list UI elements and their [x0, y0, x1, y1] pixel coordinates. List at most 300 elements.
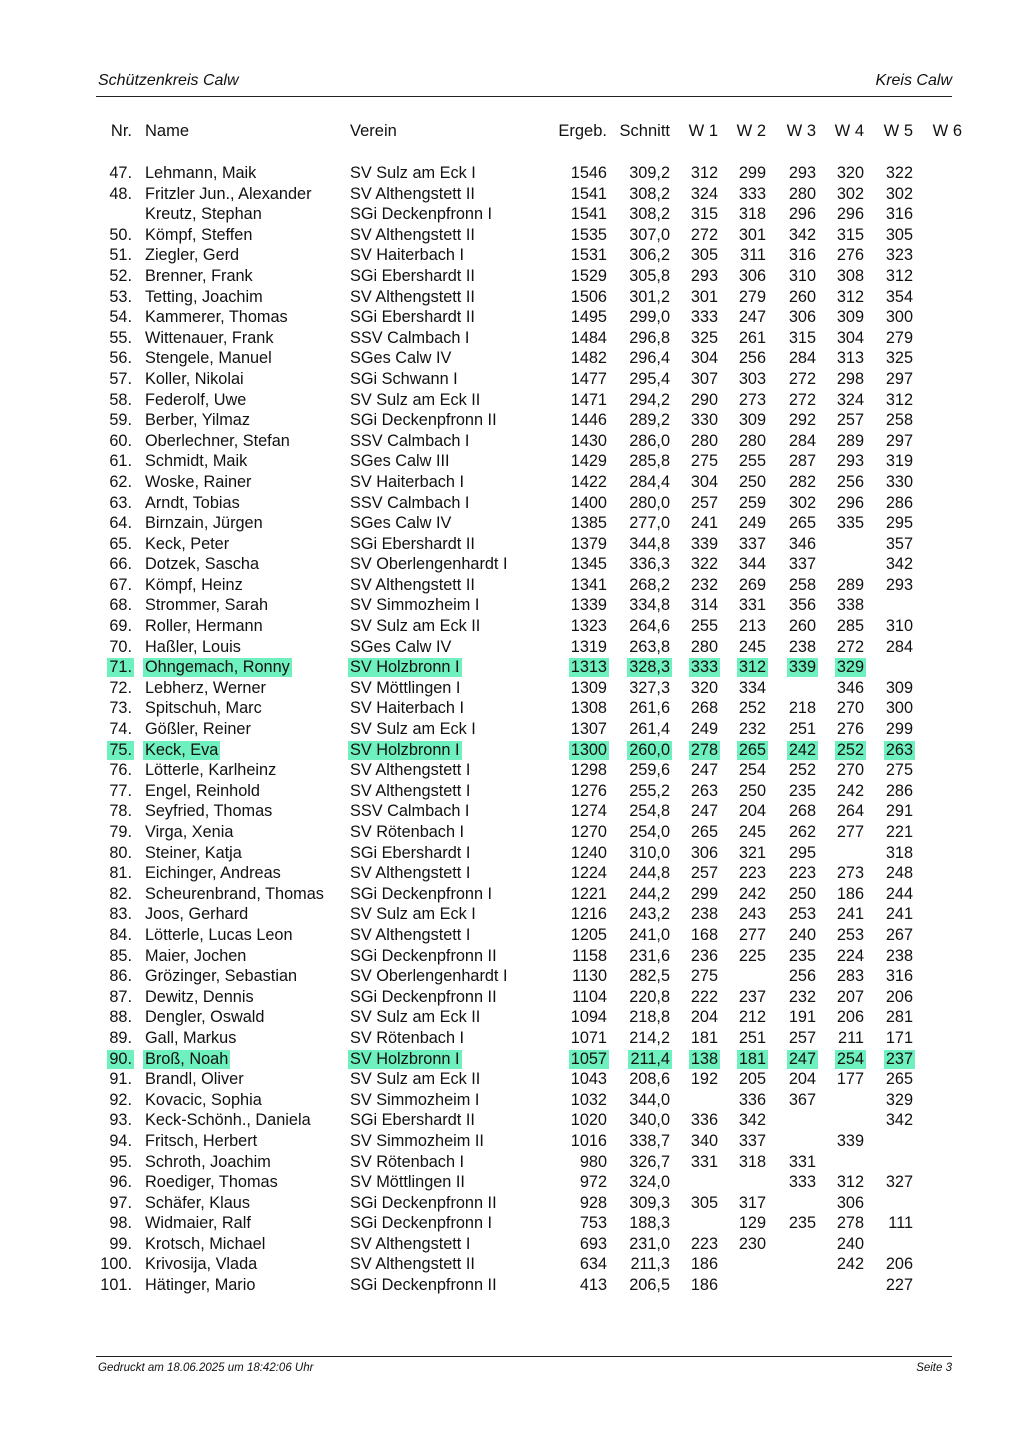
cell-w1: 330 — [690, 411, 718, 430]
cell-nr: 71. — [109, 658, 132, 677]
table-row — [0, 946, 1024, 967]
cell-w2: 237 — [738, 987, 766, 1006]
cell-w2: 277 — [738, 925, 766, 944]
cell-nr: 73. — [109, 699, 132, 718]
cell-w2: 250 — [738, 472, 766, 491]
cell-w4: 276 — [836, 246, 864, 265]
cell-club: SV Althengstett I — [350, 781, 471, 800]
cell-w2: 306 — [738, 266, 766, 285]
cell-erg: 1240 — [570, 843, 607, 862]
cell-nr: 65. — [109, 534, 132, 553]
cell-w3: 251 — [788, 720, 816, 739]
cell-w5: 309 — [885, 678, 913, 697]
table-row — [0, 822, 1024, 843]
cell-w2: 318 — [738, 205, 766, 224]
cell-erg: 1307 — [570, 720, 607, 739]
cell-w1: 325 — [690, 328, 718, 347]
table-row — [0, 616, 1024, 637]
cell-schnitt: 296,4 — [629, 349, 670, 368]
cell-nr: 54. — [109, 308, 132, 327]
cell-nr: 66. — [109, 555, 132, 574]
cell-w4: 335 — [836, 514, 864, 533]
table-row — [0, 1234, 1024, 1255]
cell-nr: 97. — [109, 1193, 132, 1212]
cell-w3: 238 — [788, 637, 816, 656]
cell-club: SV Althengstett I — [350, 1234, 471, 1253]
cell-w1: 324 — [690, 184, 718, 203]
cell-w2: 265 — [738, 740, 766, 759]
cell-w5: 227 — [885, 1276, 913, 1295]
cell-name: Ohngemach, Ronny — [145, 658, 290, 677]
cell-w1: 315 — [690, 205, 718, 224]
table-row — [0, 390, 1024, 411]
cell-club: SV Sulz am Eck II — [350, 390, 481, 409]
cell-schnitt: 263,8 — [629, 637, 670, 656]
cell-w3: 191 — [788, 1008, 816, 1027]
cell-w2: 204 — [738, 802, 766, 821]
cell-w5: 299 — [885, 720, 913, 739]
table-row — [0, 1213, 1024, 1234]
cell-w1: 305 — [690, 246, 718, 265]
cell-w2: 312 — [738, 658, 766, 677]
cell-erg: 1043 — [570, 1070, 607, 1089]
table-row — [0, 225, 1024, 246]
cell-w3: 339 — [788, 658, 816, 677]
cell-erg: 1300 — [570, 740, 607, 759]
col-club: Verein — [350, 122, 397, 140]
cell-club: SGi Deckenpfronn II — [350, 987, 497, 1006]
cell-nr: 55. — [109, 328, 132, 347]
cell-w3: 280 — [788, 184, 816, 203]
cell-nr: 100. — [100, 1255, 132, 1274]
table-row — [0, 1131, 1024, 1152]
cell-w1: 322 — [690, 555, 718, 574]
cell-w3: 242 — [788, 740, 816, 759]
cell-w4: 273 — [836, 864, 864, 883]
cell-erg: 1541 — [570, 184, 607, 203]
cell-schnitt: 214,2 — [629, 1028, 670, 1047]
cell-w3: 356 — [788, 596, 816, 615]
cell-name: Seyfried, Thomas — [145, 802, 273, 821]
header-divider — [96, 96, 952, 97]
cell-w4: 302 — [836, 184, 864, 203]
cell-nr: 64. — [109, 514, 132, 533]
cell-w2: 273 — [738, 390, 766, 409]
cell-name: Roller, Hermann — [145, 617, 263, 636]
cell-w1: 306 — [690, 843, 718, 862]
cell-w3: 302 — [788, 493, 816, 512]
cell-club: SV Simmozheim I — [350, 596, 480, 615]
cell-w3: 260 — [788, 287, 816, 306]
cell-w2: 269 — [738, 575, 766, 594]
cell-w3: 265 — [788, 514, 816, 533]
cell-schnitt: 285,8 — [629, 452, 670, 471]
cell-w4: 289 — [836, 575, 864, 594]
cell-schnitt: 220,8 — [629, 987, 670, 1006]
cell-w3: 295 — [788, 843, 816, 862]
cell-club: SSV Calmbach I — [350, 802, 470, 821]
cell-w4: 241 — [836, 905, 864, 924]
cell-name: Berber, Yilmaz — [145, 411, 250, 430]
cell-club: SV Althengstett II — [350, 184, 475, 203]
cell-w2: 280 — [738, 431, 766, 450]
cell-name: Lebherz, Werner — [145, 678, 266, 697]
cell-w2: 337 — [738, 1131, 766, 1150]
cell-nr: 72. — [109, 678, 132, 697]
cell-w2: 242 — [738, 884, 766, 903]
cell-nr: 98. — [109, 1214, 132, 1233]
cell-w1: 236 — [690, 946, 718, 965]
cell-erg: 1422 — [570, 472, 607, 491]
cell-name: Ziegler, Gerd — [145, 246, 240, 265]
cell-schnitt: 244,8 — [629, 864, 670, 883]
table-row — [0, 575, 1024, 596]
cell-w1: 192 — [690, 1070, 718, 1089]
table-row — [0, 1090, 1024, 1111]
cell-schnitt: 296,8 — [629, 328, 670, 347]
cell-schnitt: 243,2 — [629, 905, 670, 924]
cell-w1: 204 — [690, 1008, 718, 1027]
cell-w5: 111 — [888, 1214, 913, 1233]
cell-erg: 1308 — [570, 699, 607, 718]
col-w2: W 2 — [736, 122, 766, 140]
cell-nr: 80. — [109, 843, 132, 862]
cell-erg: 1057 — [570, 1049, 607, 1068]
cell-w5: 329 — [885, 1090, 913, 1109]
cell-w3: 260 — [788, 617, 816, 636]
cell-schnitt: 338,7 — [629, 1131, 670, 1150]
cell-club: SGes Calw IV — [350, 514, 452, 533]
cell-w5: 354 — [885, 287, 913, 306]
cell-w3: 252 — [788, 761, 816, 780]
col-w6: W 6 — [932, 122, 962, 140]
cell-w5: 281 — [885, 1008, 913, 1027]
cell-w4: 211 — [838, 1028, 864, 1047]
cell-nr: 69. — [109, 617, 132, 636]
table-row — [0, 410, 1024, 431]
table-row — [0, 863, 1024, 884]
table-row — [0, 163, 1024, 184]
cell-erg: 1345 — [570, 555, 607, 574]
cell-w3: 293 — [788, 164, 816, 182]
column-header — [0, 122, 1024, 144]
cell-w5: 237 — [885, 1049, 913, 1068]
cell-erg: 1471 — [570, 390, 607, 409]
cell-club: SV Möttlingen II — [350, 1173, 465, 1192]
cell-club: SV Sulz am Eck II — [350, 1008, 481, 1027]
table-row — [0, 493, 1024, 514]
cell-erg: 1495 — [570, 308, 607, 327]
cell-erg: 980 — [579, 1152, 607, 1171]
cell-nr: 67. — [109, 575, 132, 594]
cell-w3: 235 — [788, 946, 816, 965]
cell-erg: 1535 — [570, 225, 607, 244]
header-left: Schützenkreis Calw — [98, 72, 239, 89]
table-row — [0, 287, 1024, 308]
cell-w1: 257 — [690, 864, 718, 883]
cell-nr: 76. — [109, 761, 132, 780]
cell-schnitt: 188,3 — [629, 1214, 670, 1233]
cell-name: Kömpf, Heinz — [145, 575, 243, 594]
cell-w1: 280 — [690, 637, 718, 656]
cell-club: SGes Calw III — [350, 452, 450, 471]
cell-schnitt: 231,6 — [629, 946, 670, 965]
cell-erg: 1094 — [570, 1008, 607, 1027]
cell-schnitt: 286,0 — [629, 431, 670, 450]
cell-club: SV Althengstett II — [350, 1255, 475, 1274]
cell-schnitt: 328,3 — [629, 658, 670, 677]
cell-w3: 287 — [788, 452, 816, 471]
cell-w3: 346 — [788, 534, 816, 553]
cell-w2: 255 — [738, 452, 766, 471]
col-nr: Nr. — [110, 122, 132, 140]
cell-nr: 83. — [109, 905, 132, 924]
cell-nr: 62. — [109, 472, 132, 491]
cell-w5: 286 — [885, 493, 913, 512]
cell-w5: 312 — [885, 266, 913, 285]
cell-erg: 1216 — [570, 905, 607, 924]
cell-name: Tetting, Joachim — [145, 287, 263, 306]
cell-w3: 292 — [788, 411, 816, 430]
cell-name: Wittenauer, Frank — [145, 328, 274, 347]
cell-name: Maier, Jochen — [145, 946, 247, 965]
cell-w3: 310 — [788, 266, 816, 285]
col-schnitt: Schnitt — [619, 122, 670, 140]
cell-erg: 1341 — [570, 575, 607, 594]
cell-schnitt: 244,2 — [629, 884, 670, 903]
cell-erg: 1385 — [570, 514, 607, 533]
cell-w5: 279 — [885, 328, 913, 347]
cell-w3: 218 — [788, 699, 816, 718]
cell-w4: 312 — [836, 1173, 864, 1192]
cell-nr: 86. — [109, 967, 132, 986]
table-row — [0, 348, 1024, 369]
cell-w2: 336 — [738, 1090, 766, 1109]
cell-w1: 304 — [690, 472, 718, 491]
table-row — [0, 884, 1024, 905]
cell-w1: 333 — [690, 308, 718, 327]
cell-erg: 1020 — [570, 1111, 607, 1130]
cell-name: Krivosija, Vlada — [145, 1255, 258, 1274]
cell-w1: 263 — [690, 781, 718, 800]
col-w4: W 4 — [834, 122, 864, 140]
cell-w3: 331 — [788, 1152, 816, 1171]
cell-w1: 238 — [690, 905, 718, 924]
cell-w4: 224 — [836, 946, 864, 965]
cell-erg: 1016 — [570, 1131, 607, 1150]
cell-w4: 277 — [836, 823, 864, 841]
col-erg: Ergeb. — [558, 122, 607, 140]
cell-club: SV Holzbronn I — [350, 658, 460, 677]
cell-w1: 181 — [690, 1028, 718, 1047]
cell-club: SGi Ebershardt II — [350, 266, 475, 285]
table-row — [0, 472, 1024, 493]
cell-club: SV Sulz am Eck I — [350, 164, 476, 182]
cell-nr: 84. — [109, 925, 132, 944]
cell-w2: 301 — [738, 225, 766, 244]
cell-name: Kreutz, Stephan — [145, 205, 262, 224]
cell-w2: 261 — [738, 328, 766, 347]
cell-w4: 296 — [836, 493, 864, 512]
cell-w2: 321 — [738, 843, 766, 862]
cell-nr: 91. — [109, 1070, 132, 1089]
table-row — [0, 843, 1024, 864]
cell-w1: 293 — [690, 266, 718, 285]
cell-w5: 316 — [885, 205, 913, 224]
cell-club: SGi Ebershardt II — [350, 1111, 475, 1130]
cell-name: Eichinger, Andreas — [145, 864, 281, 883]
cell-w3: 296 — [788, 205, 816, 224]
cell-w3: 284 — [788, 431, 816, 450]
cell-w4: 339 — [836, 1131, 864, 1150]
table-row — [0, 451, 1024, 472]
cell-erg: 1477 — [570, 369, 607, 388]
cell-w4: 338 — [836, 596, 864, 615]
cell-schnitt: 264,6 — [629, 617, 670, 636]
cell-name: Broß, Noah — [145, 1049, 229, 1068]
cell-schnitt: 305,8 — [629, 266, 670, 285]
cell-w2: 331 — [738, 596, 766, 615]
cell-w4: 256 — [836, 472, 864, 491]
cell-erg: 1484 — [570, 328, 607, 347]
cell-erg: 1276 — [570, 781, 607, 800]
cell-w2: 334 — [738, 678, 766, 697]
cell-w2: 250 — [738, 781, 766, 800]
cell-w5: 206 — [885, 987, 913, 1006]
cell-w2: 212 — [738, 1008, 766, 1027]
cell-name: Schäfer, Klaus — [145, 1193, 250, 1212]
cell-name: Grözinger, Sebastian — [145, 967, 298, 986]
table-row — [0, 1007, 1024, 1028]
cell-w2: 249 — [738, 514, 766, 533]
cell-w2: 344 — [738, 555, 766, 574]
cell-w1: 241 — [690, 514, 718, 533]
cell-erg: 1546 — [570, 164, 607, 182]
table-row — [0, 369, 1024, 390]
cell-club: SV Möttlingen I — [350, 678, 461, 697]
cell-erg: 1224 — [570, 864, 607, 883]
cell-w1: 314 — [690, 596, 718, 615]
cell-w1: 336 — [690, 1111, 718, 1130]
cell-w2: 318 — [738, 1152, 766, 1171]
cell-name: Haßler, Louis — [145, 637, 241, 656]
cell-schnitt: 344,0 — [629, 1090, 670, 1109]
cell-w4: 242 — [836, 1255, 864, 1274]
cell-w4: 270 — [836, 699, 864, 718]
table-row — [0, 513, 1024, 534]
cell-schnitt: 307,0 — [629, 225, 670, 244]
cell-schnitt: 326,7 — [629, 1152, 670, 1171]
page-number: Seite 3 — [916, 1362, 952, 1374]
cell-w4: 315 — [836, 225, 864, 244]
cell-w5: 310 — [885, 617, 913, 636]
cell-w3: 240 — [788, 925, 816, 944]
cell-schnitt: 261,6 — [629, 699, 670, 718]
cell-club: SGi Ebershardt II — [350, 308, 475, 327]
cell-club: SV Sulz am Eck I — [350, 905, 476, 924]
cell-erg: 1430 — [570, 431, 607, 450]
cell-nr: 50. — [109, 225, 132, 244]
cell-club: SGi Deckenpfronn I — [350, 205, 493, 224]
cell-name: Roediger, Thomas — [145, 1173, 278, 1192]
cell-w5: 263 — [885, 740, 913, 759]
cell-w1: 232 — [690, 575, 718, 594]
cell-w3: 250 — [788, 884, 816, 903]
cell-w3: 262 — [788, 823, 816, 841]
table-row — [0, 637, 1024, 658]
cell-erg: 1429 — [570, 452, 607, 471]
cell-name: Kammerer, Thomas — [145, 308, 288, 327]
cell-club: SV Sulz am Eck II — [350, 617, 481, 636]
cell-w1: 265 — [690, 823, 718, 841]
cell-nr: 99. — [109, 1234, 132, 1253]
cell-w5: 291 — [885, 802, 913, 821]
cell-w1: 320 — [690, 678, 718, 697]
cell-erg: 693 — [579, 1234, 607, 1253]
cell-w4: 309 — [836, 308, 864, 327]
cell-w2: 317 — [738, 1193, 766, 1212]
cell-w1: 222 — [690, 987, 718, 1006]
cell-w1: 138 — [690, 1049, 718, 1068]
cell-w1: 299 — [690, 884, 718, 903]
cell-erg: 1319 — [570, 637, 607, 656]
table-row — [0, 966, 1024, 987]
cell-nr: 81. — [109, 864, 132, 883]
cell-w1: 275 — [690, 967, 718, 986]
cell-w1: 278 — [690, 740, 718, 759]
cell-w2: 205 — [738, 1070, 766, 1089]
cell-schnitt: 340,0 — [629, 1111, 670, 1130]
cell-name: Koller, Nikolai — [145, 369, 244, 388]
cell-w2: 254 — [738, 761, 766, 780]
cell-w2: 256 — [738, 349, 766, 368]
cell-w1: 304 — [690, 349, 718, 368]
cell-club: SV Oberlengenhardt I — [350, 967, 508, 986]
table-row — [0, 1028, 1024, 1049]
cell-schnitt: 280,0 — [629, 493, 670, 512]
cell-name: Steiner, Katja — [145, 843, 242, 862]
cell-w4: 257 — [836, 411, 864, 430]
cell-schnitt: 254,8 — [629, 802, 670, 821]
table-row-highlighted — [0, 740, 1024, 761]
cell-w1: 257 — [690, 493, 718, 512]
cell-club: SV Rötenbach I — [350, 823, 465, 841]
cell-club: SGi Deckenpfronn II — [350, 946, 497, 965]
table-row — [0, 307, 1024, 328]
cell-w4: 240 — [836, 1234, 864, 1253]
cell-w4: 289 — [836, 431, 864, 450]
cell-w5: 302 — [885, 184, 913, 203]
cell-club: SV Sulz am Eck II — [350, 1070, 481, 1089]
cell-w3: 306 — [788, 308, 816, 327]
cell-erg: 1482 — [570, 349, 607, 368]
cell-w3: 282 — [788, 472, 816, 491]
cell-w5: 318 — [885, 843, 913, 862]
cell-erg: 413 — [579, 1276, 607, 1295]
cell-name: Engel, Reinhold — [145, 781, 260, 800]
cell-w4: 252 — [836, 740, 864, 759]
cell-w5: 171 — [885, 1028, 913, 1047]
cell-name: Lötterle, Lucas Leon — [145, 925, 293, 944]
cell-name: Strommer, Sarah — [145, 596, 269, 615]
cell-w2: 342 — [738, 1111, 766, 1130]
cell-name: Fritsch, Herbert — [145, 1131, 258, 1150]
cell-w1: 331 — [690, 1152, 718, 1171]
cell-name: Keck-Schönh., Daniela — [145, 1111, 311, 1130]
cell-w4: 308 — [836, 266, 864, 285]
cell-w3: 223 — [788, 864, 816, 883]
cell-w1: 290 — [690, 390, 718, 409]
